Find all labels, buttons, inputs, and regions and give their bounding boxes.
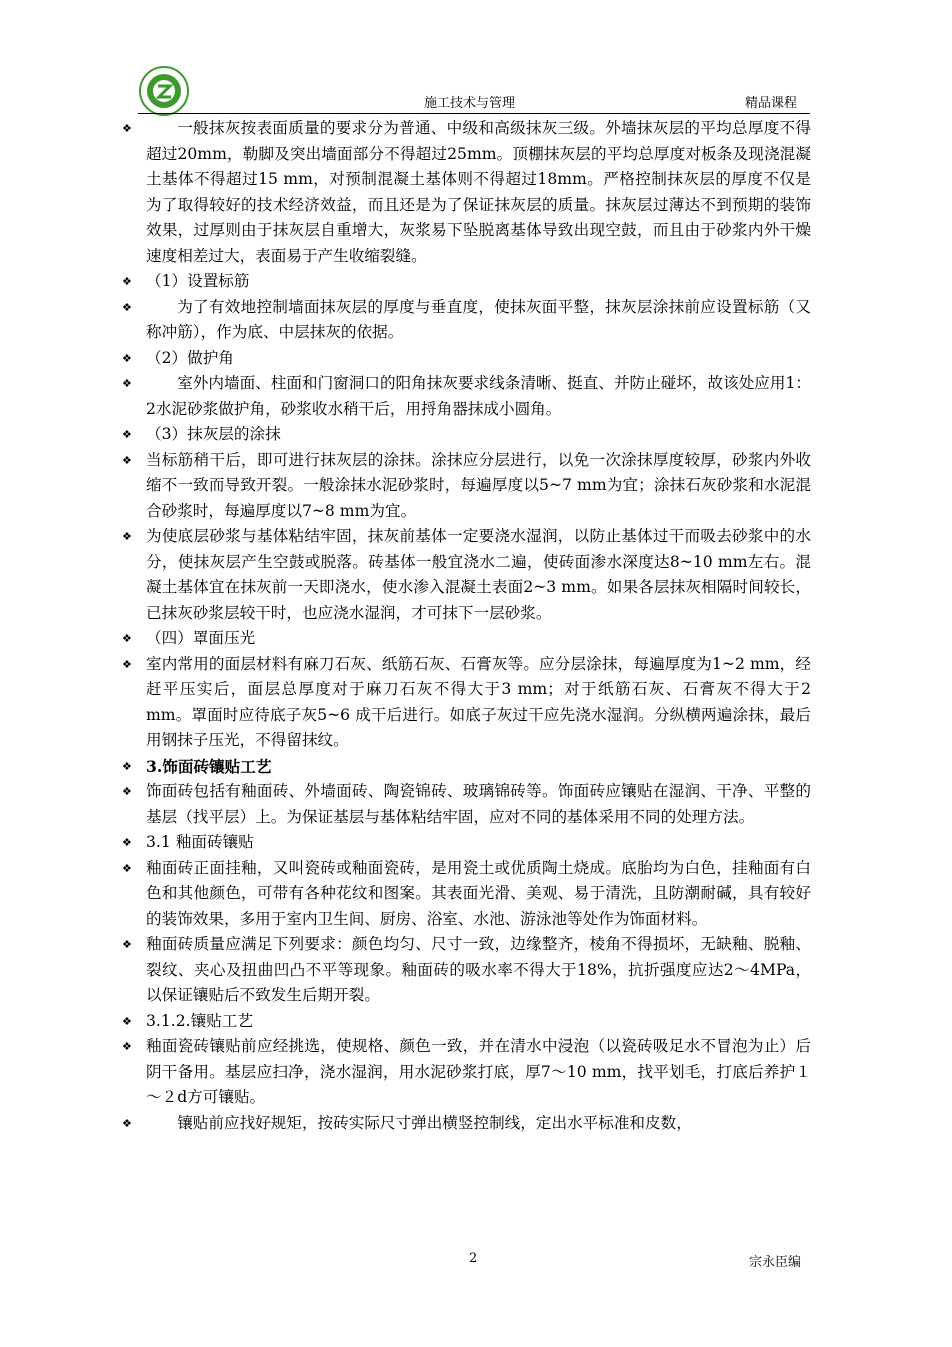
diamond-bullet-icon: ❖: [122, 759, 132, 773]
paragraph-heading-applying-layers: [122, 422, 822, 448]
paragraph-base-wetting: [122, 524, 822, 626]
diamond-bullet-icon: ❖: [122, 861, 132, 875]
paragraph-heading-set-guide-strips: [122, 269, 822, 295]
paragraph-heading-glazed-tile: [122, 830, 822, 856]
paragraph-plaster-quality: [122, 116, 822, 269]
diamond-bullet-icon: ❖: [122, 377, 132, 390]
diamond-bullet-icon: ❖: [122, 938, 132, 951]
footer-author: 宗永臣编: [749, 1255, 802, 1270]
paragraph-text: 镶贴前应找好规矩，按砖实际尺寸弹出横竖控制线，定出水平标准和皮数，: [177, 1113, 692, 1132]
header-course-label: 精品课程: [745, 96, 798, 111]
diamond-bullet-icon: ❖: [122, 300, 132, 314]
paragraph-tile-types: [122, 779, 822, 830]
diamond-bullet-icon: ❖: [122, 657, 132, 671]
paragraph-text: 为使底层砂浆与基体粘结牢固，抹灰前基体一定要浇水湿润，以防止基体过干而吸去砂浆中的水分，使抹灰层产生空鼓或脱落。砖基体一般宜浇水二遍，使砖面渗水深度达8~10 mm左右。混凝土基体宜在抹灰前一天即浇水，使水渗入混凝土表面2~3 mm。如果各层抹灰相隔时间较长，已抹灰砂浆层较干时，也应浇水湿润，才可抹下一层砂浆。: [146, 527, 811, 622]
document-body: [122, 116, 822, 1136]
paragraph-text: 3.1 釉面砖镶贴: [146, 833, 254, 851]
header-course-title: 施工技术与管理: [424, 96, 516, 111]
paragraph-glazed-tile-requirements: [122, 932, 822, 1009]
paragraph-text: （1）设置标筋: [146, 272, 250, 290]
diamond-bullet-icon: ❖: [122, 785, 132, 798]
paragraph-glazed-tile-description: [122, 856, 822, 933]
section-heading-tile-process: [122, 754, 822, 780]
paragraph-text: （四）罩面压光: [146, 629, 256, 647]
course-logo-icon: [139, 66, 189, 116]
paragraph-heading-finish-coat: [122, 626, 822, 652]
header-divider: [138, 113, 810, 114]
paragraph-heading-corner-protection: [122, 346, 822, 372]
paragraph-text: 室内常用的面层材料有麻刀石灰、纸筋石灰、石膏灰等。应分层涂抹，每遍厚度为1~2 mm，经赶平压实后，面层总厚度对于麻刀石灰不得大于3 mm；对于纸筋石灰、石膏灰不得大于2 mm。罩面时应待底子灰5~6 成干后进行。如底子灰过干应先浇水湿润。分纵横两遍涂抹，最后用钢抹子压光，不得留抹纹。: [146, 654, 811, 749]
paragraph-corner-protection: [122, 371, 822, 422]
paragraph-text: 釉面砖正面挂釉，又叫瓷砖或釉面瓷砖，是用瓷土或优质陶土烧成。底胎均为白色，挂釉面有白色和其他颜色，可带有各种花纹和图案。其表面光滑、美观、易于清洗，且防潮耐碱，具有较好的装饰效果，多用于室内卫生间、厨房、浴室、水池、游泳池等处作为饰面材料。: [146, 858, 811, 928]
diamond-bullet-icon: ❖: [122, 1040, 132, 1053]
diamond-bullet-icon: ❖: [122, 122, 132, 135]
diamond-bullet-icon: ❖: [122, 453, 132, 467]
paragraph-text: （2）做护角: [146, 348, 234, 367]
diamond-bullet-icon: ❖: [122, 351, 132, 365]
paragraph-text: 釉面瓷砖镶贴前应经挑选，使规格、颜色一致，并在清水中浸泡（以瓷砖吸足水不冒泡为止）后阴干备用。基层应扫净，浇水湿润，用水泥砂浆打底，厚7～10 mm，找平划毛，打底后养护１～２d方可镶贴。: [146, 1037, 811, 1106]
page-number: 2: [469, 1251, 478, 1266]
paragraph-text: 饰面砖包括有釉面砖、外墙面砖、陶瓷锦砖、玻璃锦砖等。饰面砖应镶贴在湿润、干净、平整的基层（找平层）上。为保证基层与基体粘结牢固，应对不同的基体采用不同的处理方法。: [146, 782, 811, 826]
paragraph-text: 室外内墙面、柱面和门窗洞口的阳角抹灰要求线条清晰、挺直、并防止碰坏，故该处应用1：2水泥砂浆做护角，砂浆收水稍干后，用捋角器抹成小圆角。: [146, 374, 811, 418]
diamond-bullet-icon: ❖: [122, 275, 132, 288]
diamond-bullet-icon: ❖: [122, 428, 132, 441]
diamond-bullet-icon: ❖: [122, 836, 132, 849]
paragraph-applying-layers: [122, 448, 822, 525]
diamond-bullet-icon: ❖: [122, 1116, 132, 1130]
paragraph-heading-tiling-process: [122, 1009, 822, 1035]
paragraph-text: 一般抹灰按表面质量的要求分为普通、中级和高级抹灰三级。外墙抹灰层的平均总厚度不得超过20mm，勒脚及突出墙面部分不得超过25mm。顶棚抹灰层的平均总厚度对板条及现浇混凝土基体不得超过15 mm，对预制混凝土基体则不得超过18mm。严格控制抹灰层的厚度不仅是为了取得较好的技术经济效益，而且还是为了保证抹灰层的质量。抹灰层过薄达不到预期的装饰效果，过厚则由于抹灰层自重增大，灰浆易下坠脱离基体导致出现空鼓，而且由于砂浆内外干燥速度相差过大，表面易于产生收缩裂缝。: [146, 119, 811, 265]
diamond-bullet-icon: ❖: [122, 530, 132, 543]
paragraph-layout-lines: [122, 1111, 822, 1137]
paragraph-text: 釉面砖质量应满足下列要求：颜色均匀、尺寸一致，边缘整齐，棱角不得损坏，无缺釉、脱釉、裂纹、夹心及扭曲凹凸不平等现象。釉面砖的吸水率不得大于18%，抗折强度应达2～4MPa，以保证镶贴后不致发生后期开裂。: [146, 935, 811, 1004]
paragraph-text: 为了有效地控制墙面抹灰层的厚度与垂直度，使抹灰面平整，抹灰层涂抹前应设置标筋（又称冲筋），作为底、中层抹灰的依据。: [146, 297, 811, 341]
paragraph-text: （3）抹灰层的涂抹: [146, 425, 281, 443]
section-heading-text: 3.饰面砖镶贴工艺: [146, 756, 272, 776]
paragraph-finish-coat: [122, 652, 822, 754]
paragraph-text: 3.1.2.镶贴工艺: [146, 1011, 254, 1030]
diamond-bullet-icon: ❖: [122, 632, 132, 645]
paragraph-tile-preparation: [122, 1034, 822, 1111]
paragraph-guide-strips: [122, 295, 822, 346]
paragraph-text: 当标筋稍干后，即可进行抹灰层的涂抹。涂抹应分层进行，以免一次涂抹厚度较厚，砂浆内外收缩不一致而导致开裂。一般涂抹水泥砂浆时，每遍厚度以5~7 mm为宜；涂抹石灰砂浆和水泥混合砂浆时，每遍厚度以7~8 mm为宜。: [146, 450, 811, 520]
diamond-bullet-icon: ❖: [122, 1014, 132, 1028]
